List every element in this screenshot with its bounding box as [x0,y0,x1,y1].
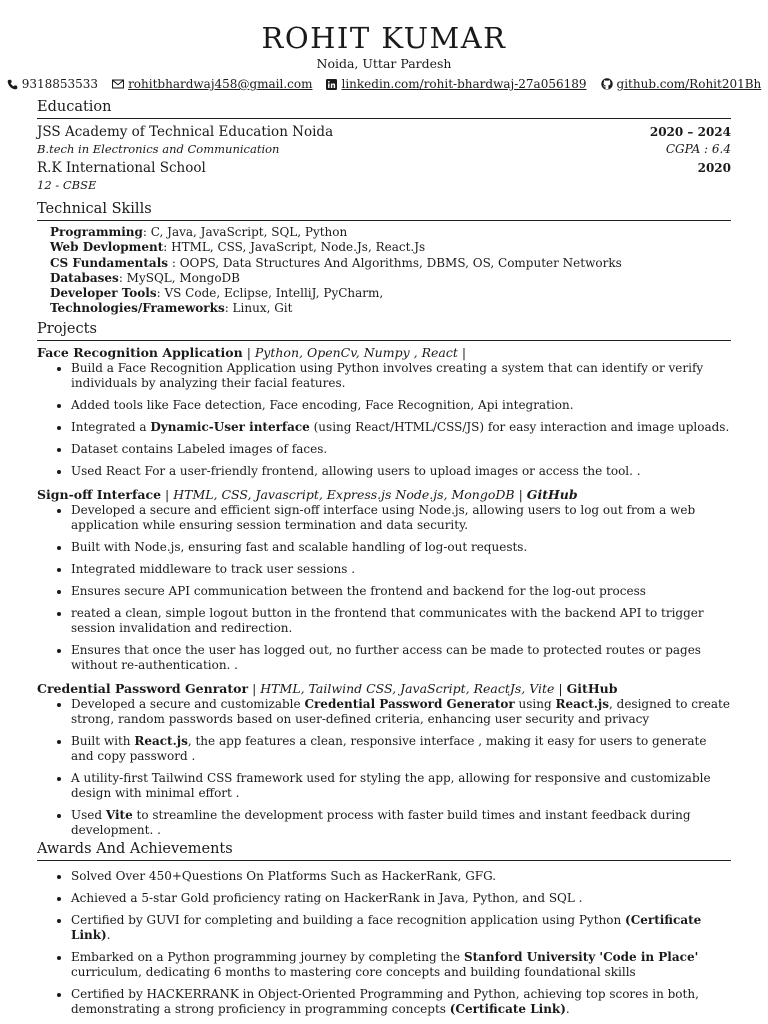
github-link[interactable]: github.com/Rohit201Bh [616,77,762,91]
skill-label: Web Devlopment [50,240,164,255]
location: Noida, Uttar Pardesh [316,56,452,71]
skill-value: : OOPS, Data Structures And Algorithms, DBMS, OS, Computer Networks [168,255,622,270]
skill-row [50,240,731,255]
text: to streamline the development process with faster build times and instant feedback during development. . [71,807,691,837]
candidate-name: ROHIT KUMAR [261,21,507,55]
skills-list [37,225,731,317]
text: Integrated a [71,419,151,434]
phone-number: 9318853533 [21,77,99,91]
project-tech: HTML, Tailwind CSS, JavaScript, ReactJs, Vite [260,680,555,696]
list-item: • Ensures that once the user has logged out, no further access can be made to protected routes or pages without re-authentication. . [71,643,731,673]
separator: | [554,680,567,696]
education-entry [37,159,731,193]
awards-list [37,869,731,1017]
envelope-icon [112,79,124,89]
education-date: 2020 – 2024 [649,125,731,139]
skill-value: : VS Code, Eclipse, IntelliJ, PyCharm, [156,286,384,301]
skill-label: CS Fundamentals [50,255,169,270]
education-entry [37,123,731,157]
separator: | [161,486,174,502]
education-heading: Education [37,98,731,119]
skill-label: Databases [50,270,119,285]
certificate-link[interactable]: (Certificate Link) [449,1001,566,1016]
degree: B.tech in Electronics and Communication [37,142,280,156]
contact-email[interactable] [112,75,312,93]
separator: | [242,344,255,360]
text: . [106,927,111,942]
projects-heading: Projects [37,320,731,341]
list-item [71,697,731,727]
text: . [565,1001,570,1016]
text: , designed to create strong, random passwords based on user-defined criteria, enhancing user security and privacy [71,696,730,726]
project-tech: HTML, CSS, Javascript, Express.js Node.js, MongoDB [173,486,515,502]
text: Embarked on a Python programming journey by completing the [71,949,464,964]
text: Built with [71,733,135,748]
skill-row [50,286,731,301]
project-tech: Python, OpenCv, Numpy , React [254,344,458,360]
skill-row [50,225,731,240]
project-heading [37,680,731,697]
list-item: • Developed a secure and efficient sign-off interface using Node.js, allowing users to log out from a web application while ensuring session termination and data security. [71,503,731,533]
project-bullets [37,697,731,838]
contact-bar [0,75,768,93]
skill-label: Technologies/Frameworks [50,301,225,316]
list-item: • Used React For a user-friendly frontend, allowing users to upload images or access the tool. . [71,464,731,479]
github-project-link[interactable]: GitHub [566,680,618,696]
skill-value: : C, Java, JavaScript, SQL, Python [142,225,348,239]
project-name: Sign-off Interface [37,486,162,502]
list-item: • Build a Face Recognition Application using Python involves creating a system that can identify or verify individuals by analyzing their facial features. [71,361,731,391]
github-project-link[interactable]: GitHub [526,486,578,502]
project-name: Credential Password Genrator [37,680,249,696]
skills-section [0,200,768,317]
linkedin-icon [326,79,337,90]
project-bullets [37,503,731,673]
list-item: • Added tools like Face detection, Face encoding, Face Recognition, Api integration. [71,398,731,413]
text-bold: Vite [105,807,133,822]
skill-value: : MySQL, MongoDB [118,270,240,285]
contact-github[interactable] [601,75,762,93]
school-name: R.K International School [37,160,206,176]
list-item [71,420,731,435]
skill-row [50,301,731,316]
contact-linkedin[interactable] [326,75,586,93]
text: Used [71,807,106,822]
separator: | [457,344,467,360]
text: Certified by HACKERRANK in Object-Oriented Programming and Python, achieving top scores in both, demonstrating a strong proficiency in programming concepts [71,986,699,1016]
text: Developed a secure and customizable [71,696,305,711]
list-item [71,808,731,838]
list-item: • Ensures secure API communication between the frontend and backend for the log-out process [71,584,731,599]
email-link[interactable]: rohitbhardwaj458@gmail.com [128,77,313,91]
text: curriculum, dedicating 6 months to mastering core concepts and building foundational skills [71,964,636,979]
phone-icon [7,79,18,90]
project-name: Face Recognition Application [37,344,243,360]
text-bold: React.js [134,733,188,748]
grade: CGPA : 6.4 [665,142,731,156]
list-item [71,950,731,980]
projects-section [0,320,768,838]
text-bold: Stanford University 'Code in Place' [463,949,699,964]
github-icon [601,78,613,90]
school-name: JSS Academy of Technical Education Noida [37,124,334,140]
education-section [0,98,768,193]
skill-row [50,271,731,286]
skills-heading: Technical Skills [37,200,731,221]
text: , the app features a clean, responsive interface , making it easy for users to generate and copy password . [71,733,707,763]
text: (using React/HTML/CSS/JS) for easy interaction and image uploads. [309,419,730,434]
text-bold: React.js [555,696,610,711]
list-item: • Solved Over 450+Questions On Platforms Such as HackerRank, GFG. [71,869,731,884]
list-item: • Integrated middleware to track user sessions . [71,562,731,577]
certificate-link[interactable]: (Certificate Link) [71,912,702,942]
text-bold: Credential Password Generator [304,696,515,711]
text-bold: Dynamic-User interface [150,419,310,434]
awards-section [0,840,768,1017]
list-item: • Dataset contains Labeled images of faces. [71,442,731,457]
text: Certified by GUVI for completing and building a face recognition application using Python [71,912,626,927]
skill-label: Programming [50,225,143,239]
separator: | [248,680,261,696]
list-item: • Achieved a 5-star Gold proficiency rating on HackerRank in Java, Python, and SQL . [71,891,731,906]
contact-phone [7,75,98,93]
project-heading [37,344,731,361]
list-item: • reated a clean, simple logout button in the frontend that communicates with the backend API to trigger session invalidation and redirection. [71,606,731,636]
list-item: • Built with Node.js, ensuring fast and scalable handling of log-out requests. [71,540,731,555]
awards-heading: Awards And Achievements [37,840,731,861]
project-bullets [37,361,731,479]
education-date: 2020 [697,161,731,175]
linkedin-link[interactable]: linkedin.com/rohit-bhardwaj-27a056189 [341,77,587,91]
list-item: • A utility-first Tailwind CSS framework used for styling the app, allowing for responsive and customizable design with minimal effort . [71,771,731,801]
project-heading [37,486,731,503]
list-item [71,734,731,764]
skill-row [50,256,731,271]
skill-value: : Linux, Git [224,301,293,316]
list-item [71,913,731,943]
text: using [514,696,556,711]
skill-value: : HTML, CSS, JavaScript, Node.Js, React.Js [163,240,426,255]
skill-label: Developer Tools [50,286,157,301]
separator: | [514,486,527,502]
list-item [71,987,731,1017]
degree: 12 - CBSE [37,178,97,192]
